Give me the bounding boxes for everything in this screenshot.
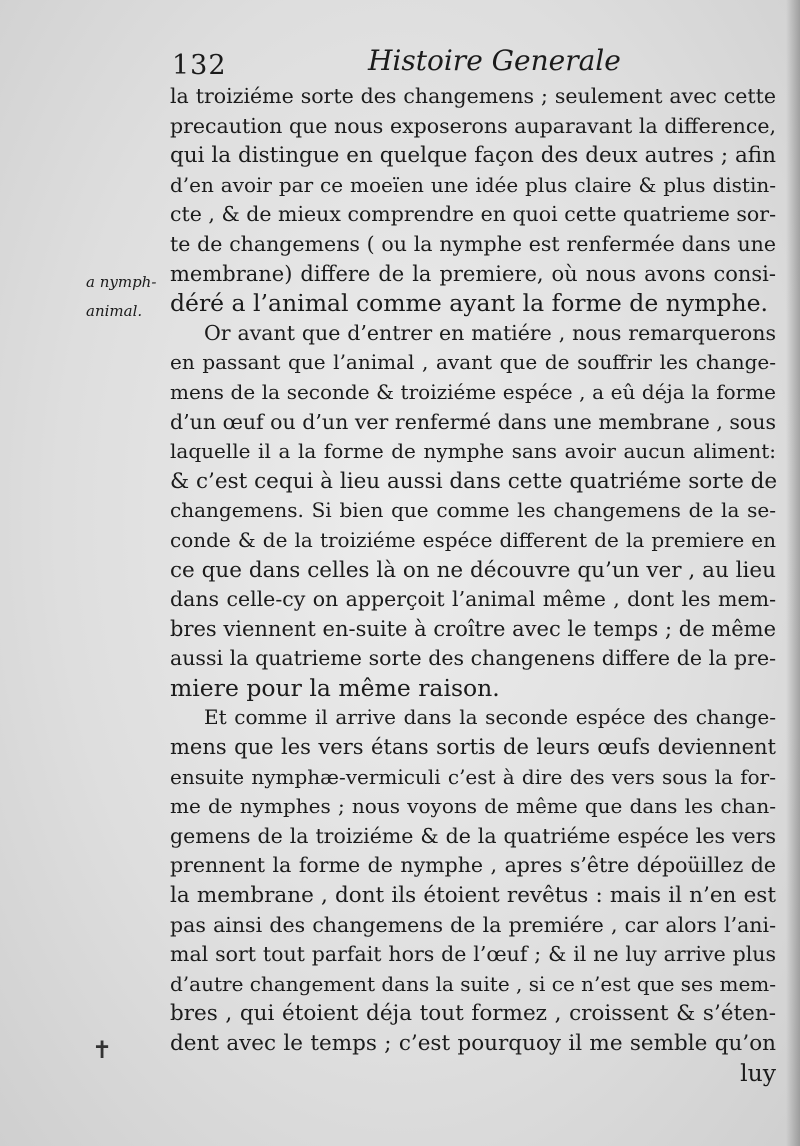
text-line: cte , & de mieux comprendre en quoi cette quatrieme sor- bbox=[170, 202, 776, 227]
text-line: en passant que l’animal , avant que de souffrir les change- bbox=[170, 350, 776, 375]
paragraph-start-line: Et comme il arrive dans la seconde espéce des change- bbox=[204, 705, 776, 730]
text-line: déré a l’animal comme ayant la forme de nymphe. bbox=[170, 289, 768, 318]
text-line: dans celle-cy on apperçoit l’animal même , dont les mem- bbox=[170, 587, 776, 612]
page-edge-shadow bbox=[786, 0, 800, 1146]
catchword: luy bbox=[740, 1058, 776, 1087]
text-line: d’en avoir par ce moeïen une idée plus claire & plus distin- bbox=[170, 172, 776, 197]
text-line: mens de la seconde & troiziéme espéce , a eû déja la forme bbox=[170, 379, 776, 404]
text-line: dent avec le temps ; c’est pourquoy il me semble qu’on bbox=[170, 1031, 776, 1056]
text-line: d’un œuf ou d’un ver renfermé dans une membrane , sous bbox=[170, 409, 776, 434]
text-line: changemens. Si bien que comme les changemens de la se- bbox=[170, 498, 776, 523]
text-line: gemens de la troiziéme & de la quatriéme espéce les vers bbox=[170, 823, 776, 848]
text-line: laquelle il a la forme de nymphe sans avoir aucun aliment: bbox=[170, 439, 776, 464]
body-text bbox=[170, 82, 776, 1088]
text-line: me de nymphes ; nous voyons de même que dans les chan- bbox=[170, 794, 776, 819]
margin-note-line: animal. bbox=[86, 302, 143, 320]
running-title: Histoire Generale bbox=[368, 44, 621, 77]
text-line: te de changemens ( ou la nymphe est renfermée dans une bbox=[170, 231, 776, 256]
text-line: precaution que nous exposerons auparavant la difference, bbox=[170, 113, 776, 138]
printer-mark-icon: ✝ bbox=[92, 1036, 113, 1064]
text-line: pas ainsi des changemens de la premiére , car alors l’ani- bbox=[170, 912, 776, 937]
text-line: prennent la forme de nymphe , apres s’être dépoüillez de bbox=[170, 853, 776, 878]
text-line: ensuite nymphæ-vermiculi c’est à dire des vers sous la for- bbox=[170, 764, 776, 789]
page-number: 132 bbox=[172, 50, 227, 81]
text-line: la troiziéme sorte des changemens ; seulement avec cette bbox=[170, 84, 776, 108]
text-line: & c’est cequi à lieu aussi dans cette quatriéme sorte de bbox=[170, 468, 778, 494]
text-line: bres , qui étoient déja tout formez , croissent & s’éten- bbox=[170, 1001, 776, 1027]
text-line: ce que dans celles là on ne découvre qu’un ver , au lieu bbox=[170, 557, 776, 583]
margin-note bbox=[86, 268, 156, 326]
text-line: mal sort tout parfait hors de l’œuf ; & il ne luy arrive plus bbox=[170, 942, 776, 967]
margin-note-line: a nymph- bbox=[86, 273, 157, 291]
paragraph-start-line: Or avant que d’entrer en matiére , nous remarquerons bbox=[204, 320, 776, 345]
text-line: bres viennent en-suite à croître avec le temps ; de même bbox=[170, 616, 776, 641]
page-header bbox=[172, 40, 621, 81]
text-line: membrane) differe de la premiere, où nous avons consi- bbox=[170, 261, 776, 286]
text-line: aussi la quatrieme sorte des changenens differe de la pre- bbox=[170, 646, 776, 671]
text-line: qui la distingue en quelque façon des deux autres ; afin bbox=[170, 143, 776, 169]
text-line: mens que les vers étans sortis de leurs œufs deviennent bbox=[170, 735, 776, 760]
text-line: conde & de la troiziéme espéce different de la premiere en bbox=[170, 527, 776, 552]
text-line: d’autre changement dans la suite , si ce n’est que ses mem- bbox=[170, 971, 777, 996]
text-line: la membrane , dont ils étoient revêtus : mais il n’en est bbox=[170, 883, 776, 909]
text-line: miere pour la même raison. bbox=[170, 673, 500, 702]
